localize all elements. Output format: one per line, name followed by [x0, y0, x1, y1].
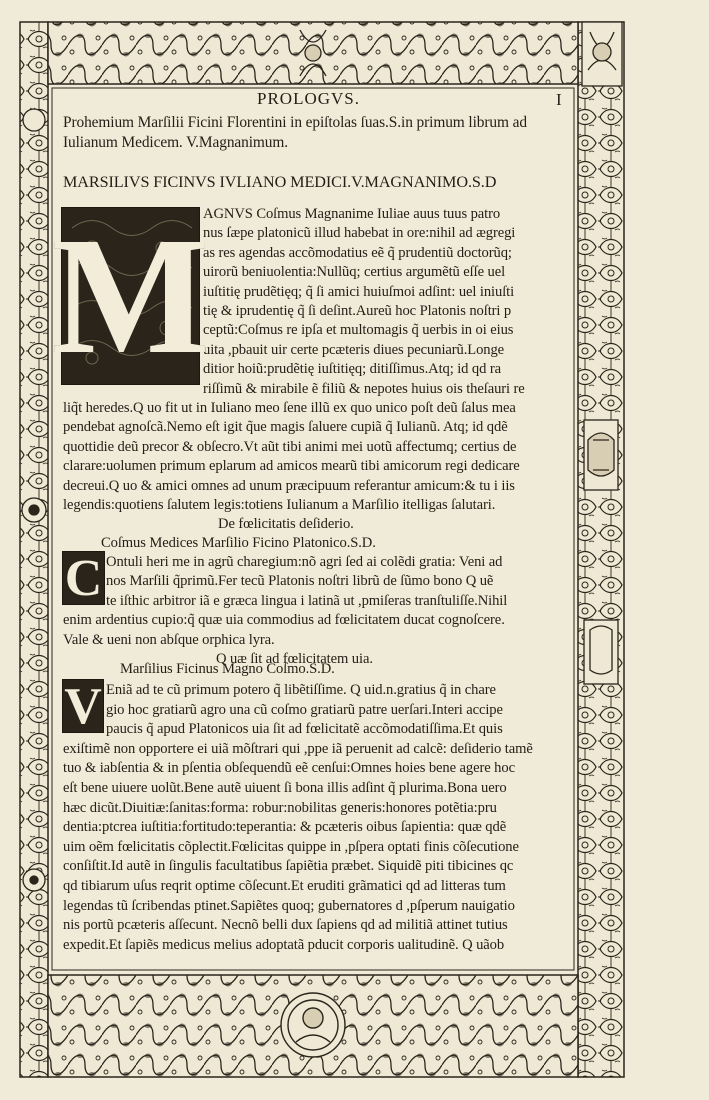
letter1-line: ditior hoiũ:prudẽtię iuſtitięq; ditiſſimus.Atq; id qd ra [203, 361, 502, 378]
letter3-line: uim oẽm fœlicitatis cõplectit.Fœlicitas quippe in ,pſpera optati finis cõſecutione [63, 838, 519, 855]
section-heading: De fœlicitatis deſiderio. [218, 516, 354, 533]
letter1-line: legendis:quotiens ſalutem legis:totiens Iulianum a Marſilio itelligas ſalutari. [63, 497, 496, 513]
letter1-line: uirorũ beniuolentia:Nullũq; certius argumẽtũ eſſe uel [203, 264, 506, 281]
letter3-salutation: Marſilius Ficinus Magno Coſmo.S.D. [120, 661, 335, 677]
letter1-line: uita ,pbauit uir certe pcæteris diues pecuniarũ.Longe [203, 341, 505, 358]
letter3-line: paucis q̃ apud Platonicos uia ſit ad fœlicitatẽ accõmodatiſſima.Et quis [106, 721, 503, 738]
letter2-line: Ontuli heri me in agrũ charegium:nõ agri ſed ai colẽdi gratia: Veni ad [106, 554, 503, 570]
initial-c-letter: C [64, 549, 103, 607]
initial-m [51, 202, 210, 389]
letter1-line: AGNVS Coſmus Magnanime Iuliae auus tuus patro [203, 206, 501, 222]
letter1-line: nus ſæpe platonicũ illud habebat in ore:nihil ad ægregi [203, 225, 516, 242]
letter3-line: tuo & iabſentia & in pſentia obſequendũ eẽ cenſui:Omnes hoies bene agere hoc [63, 760, 515, 777]
letter3-line: nis portũ pcæteris aſſecunt. Necnõ belli dux ſapiens qd ad militiã attinet tutius [63, 917, 508, 934]
initial-m-letter: M [51, 202, 210, 389]
folio-number: I [556, 90, 562, 109]
letter3-line: conſiſtit.Id autẽ in ſingulis facultatibus ſapiẽtia præbet. Siquidẽ piti tibicines qc [63, 858, 514, 875]
letter2-line: enim ardentius cupio:q̃ quæ uia commodius ad fœlicitatem ducat cognoſcere. [63, 612, 505, 629]
letter1-line: as res agendas accõmodatius eẽ q̃ prudentiũ doctorũq; [203, 244, 512, 261]
running-title: PROLOGVS. [257, 89, 360, 108]
title-line: Iulianum Medicem. V.Magnanimum. [63, 134, 289, 151]
letter1-line: clarare:uolumen primum eplarum ad amicos mearũ tibi amicorum regi dedicare [63, 458, 520, 475]
letter3-line: legendas tũ ſcribendas ptinet.Sapiẽtes quoq; gubernatores d ,pſperum nauigatio [63, 897, 515, 914]
letter2-line: nos Marſili q̃primũ.Fer tecũ Platonis noſtri librũ de ſũmo bono Q uẽ [106, 573, 494, 590]
letter2-salutation: Coſmus Medices Marſilio Ficino Platonico.S.D. [101, 535, 376, 551]
bottom-medallion [281, 993, 345, 1057]
title-line: Prohemium Marſilii Ficini Florentini in epiſtolas ſuas.S.in primum librum ad [63, 114, 527, 131]
letter1-line: tię & iprudentię q̃ ſi deſint.Aureũ hoc Platonis noſtri p [203, 303, 512, 319]
letter3-line: eſt bene uiuere uolũt.Bene autẽ uiuent ſi bona illis adſint q̃ plurima.Bona uero [63, 780, 507, 796]
letter3-line: dentia:ptcrea iuſtitia:fortitudo:teperantia: & pcæteris oibus ſapientia: quæ qdẽ [63, 819, 507, 836]
letter1-line: ceptũ:Coſmus re ipſa et multomagis q̃ uerbis in oi eius [203, 322, 514, 339]
letter1-line: riſſimũ & mirabile ẽ filiũ & nepotes huius ois theſauri re [203, 380, 525, 397]
letter1-line: pendebat agnoſcã.Nemo eſt igit q̃ue magis ſaluere cupiã q̃ Iulianũ. Atq; id qdẽ [63, 419, 508, 436]
letter2-line: te iſthic arbitror iã e græca lingua i latinã ut ,pmiſeras tranſtuliſſe.Nihil [106, 592, 508, 609]
letter3-line: hæc dicũt.Diuitiæ:ſanitas:forma: robur:nobilitas generis:honores potẽtia:pru [63, 799, 497, 816]
dedication-heading: MARSILIVS FICINVS IVLIANO MEDICI.V.MAGNANIMO.S.D [63, 173, 497, 191]
letter1-line: quottidie deũ precor & obſecro.Vt aũt tibi animi mei uotũ affectumq; certius de [63, 438, 517, 455]
letter2-line: Vale & ueni non abſque orphica lyra. [63, 631, 275, 648]
letter1-line: decreui.Q uo & amici omnes ad unum præcipuum referantur amicum:& tu i iis [63, 477, 515, 494]
letter3-line: gio hoc gratiarũ agro una cũ coſmo gratiarũ patre uerſari.Interi accipe [106, 701, 503, 718]
section-heading: Q uæ ſit ad fœlicitatem uia. [216, 651, 373, 667]
letter1-line: liq̃t heredes.Q uo fit ut in Iuliano meo ſene illũ ex quo unico poſt deũ ſalus mea [63, 400, 516, 416]
letter3-line: Eniã ad te cũ primum potero q̃ libẽtiſſime. Q uid.n.gratius q̃ in chare [106, 682, 496, 698]
letter3-line: qd tibiarum uſus reqrit optime cõſecunt.Et eruditi grãmatici qd ad litteras tum [63, 878, 506, 894]
letter3-line: expedit.Et ſapiẽs medicus melius adoptatã pducit corporis ualitudinẽ. Q uãob [63, 936, 505, 953]
letter3-line: exiſtimẽ non opportere ei uiã mõſtrari qui ,ppe iã peruenit ad calcẽ: deſiderio tamẽ [63, 740, 533, 757]
initial-v [62, 679, 104, 733]
initial-c [62, 551, 105, 605]
initial-v-letter: V [64, 677, 102, 735]
letter1-line: iuſtitię prudẽtięq; q̃ ſi amici huiuſmoi adſint: uel iniuſti [203, 283, 515, 300]
